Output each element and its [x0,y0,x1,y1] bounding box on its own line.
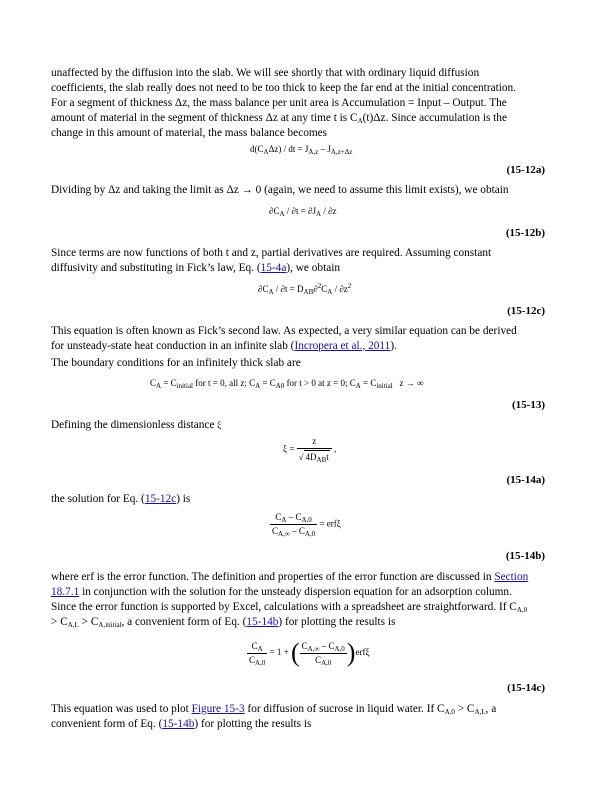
text-line: For a segment of thickness Δz, the mass balance per unit area is Accumulation = Input – Output. The [51,97,507,109]
text-line: ), we obtain [286,262,341,274]
eq-text: C [251,640,258,651]
eq-sub: AB [316,456,327,464]
eq-text: Δz) / dt = J [268,144,309,154]
equation-number-15-13: (15-13) [512,399,545,411]
eq-text: = C [360,378,377,388]
text-line: Dividing by Δz and taking the limit as Δz → 0 (again, we need to assume this limit exists), we obtain [51,184,509,196]
eq-sub: AB [303,288,314,296]
fraction-denominator [270,524,317,537]
paragraph-solution [51,492,571,507]
subscript: A,initial [98,621,122,629]
text-line: > C [51,616,68,628]
paragraph-dimensionless-distance [51,418,571,433]
equation-15-14b [270,512,341,537]
text-line: unaffected by the diffusion into the slab. We will see shortly that with ordinary liquid diffusion [51,67,480,79]
eq-sub: A [327,288,333,296]
paragraph-sucrose [51,702,571,732]
eq-text: ∂C [269,206,280,216]
sqrt-radicand [304,450,330,463]
eq-text: C [321,284,328,294]
fraction [297,436,332,463]
text-line: ) for plotting the results is [194,718,312,730]
eq-sub: A,∞ [278,530,290,538]
xi-symbol: ξ [217,420,222,430]
eq-sub: A,0 [255,658,266,667]
link-figure-15-3[interactable]: Figure 15-3 [191,703,245,715]
fraction-denominator [300,653,347,666]
eq-text: for t = 0, all z; C [193,378,256,388]
fraction [300,641,347,666]
eq-sub: A,0 [301,516,312,524]
text-line: in conjunction with the solution for the unsteady dispersion equation for an adsorption column. [79,586,512,598]
eq-sub: A [355,382,361,390]
eq-text: / ∂t = ∂J [284,206,316,216]
text-line: Since the error function is supported by Excel, calculations with a spreadsheet are straightforward. If C [51,601,517,613]
fraction-numerator: z [312,436,317,446]
eq-text: / ∂z [321,206,337,216]
eq-text: / ∂z [332,284,348,294]
equation-15-14c [247,640,369,666]
eq-sub: A,z [308,148,319,156]
eq-sub: A,∞ [307,644,320,653]
left-paren: ( [290,638,300,667]
eq-text: C [315,654,322,665]
link-section-18-7-1[interactable]: Section [494,571,529,583]
eq-sub: A,z+Δz [330,148,353,156]
right-paren: ) [346,638,356,667]
equation-number-15-12b: (15-12b) [505,227,545,239]
text-line: convenient form of Eq. ( [51,718,163,730]
eq-text: – C [286,512,302,522]
eq-text: erfξ [355,647,370,658]
eq-text: C [301,640,308,651]
eq-text: z → ∞ [392,378,424,388]
link-incropera-2011[interactable]: Incropera et al., 2011 [294,340,391,352]
equation-15-12c [258,284,351,295]
equation-number-15-14c: (15-14c) [507,682,545,694]
eq-text: ξ = [283,443,295,454]
eq-sup: 2 [347,282,352,290]
text-line: ) for plotting the results is [278,616,396,628]
subscript: A,L [474,708,486,716]
eq-text: ∂C [258,284,269,294]
paragraph-boundary-conditions [51,356,571,371]
link-eq-15-12c[interactable]: 15-12c [144,493,177,505]
equation-number-15-12c: (15-12c) [507,305,545,317]
text-line: > C [454,703,475,715]
equation-15-12b [269,206,337,217]
text-line: This equation is often known as Fick’s second law. As expected, a very similar equation can be derived [51,325,517,337]
eq-sub: initial [376,382,393,390]
paragraph-ficks-law [51,246,571,276]
eq-text: 4D [305,452,317,462]
eq-sub: A [156,382,162,390]
eq-text: ∂ [313,284,318,294]
text-line: where erf is the error function. The definition and properties of the error function are discussed in [51,571,495,583]
paragraph-mass-balance [51,66,571,141]
fraction-denominator [247,653,267,666]
link-eq-15-14b[interactable]: 15-14b [246,616,279,628]
eq-text: / ∂t = D [273,284,304,294]
text-line: (t)Δz. Since accumulation is the [362,112,507,124]
fraction-denominator: √ $4D_{AB}t$ [297,448,332,463]
subscript: A,0 [516,606,528,614]
eq-sub: A [268,288,274,296]
text-line: The boundary conditions for an infinitely thick slab are [51,357,301,369]
eq-text: – C [319,640,335,651]
equation-15-12a [250,144,352,155]
paragraph-error-function [51,570,571,630]
eq-sub: A,0 [321,658,332,667]
eq-sub: A0 [275,382,285,390]
eq-sub: A,0 [304,530,316,538]
link-section-18-7-1[interactable]: 18.7.1 [51,586,80,598]
paragraph-ficks-second-law [51,324,571,354]
eq-sub: initial [176,382,194,390]
text-line: coefficients, the slab really does not need to be too thick to keep the far end at the initial concentration. [51,82,516,94]
text-line: Since terms are now functions of both t and z, partial derivatives are required. Assuming constant [51,247,492,259]
eq-text: – C [289,526,305,536]
eq-text: C [150,378,157,388]
text-line: diffusivity and substituting in Fick’s law, Eq. ( [51,262,261,274]
text-line: , a convenient form of Eq. ( [121,616,247,628]
text-line: Defining the dimensionless distance [51,419,218,431]
eq-sub: A [279,210,285,218]
eq-sub: A [257,644,263,653]
eq-sup: 2 [317,282,322,290]
equation-number-15-14b: (15-14b) [505,550,545,562]
fraction [247,641,267,666]
text-line: change in this amount of material, the mass balance becomes [51,127,328,139]
paragraph-limit [51,183,571,198]
eq-sub: A [263,148,269,156]
fraction [270,512,317,537]
text-line: This equation was used to plot [51,703,192,715]
link-eq-15-14b[interactable]: 15-14b [162,718,195,730]
eq-text: C [249,654,256,665]
text-line: , a [485,703,497,715]
text-line: ) is [176,493,191,505]
eq-sub: A [255,382,261,390]
text-line: amount of material in the segment of thickness Δz at any time t is C [51,112,358,124]
text-line: ). [390,340,397,352]
subscript: A,L [67,621,79,629]
eq-sub: A,0 [334,644,345,653]
equation-number-15-12a: (15-12a) [506,164,545,176]
eq-text: = C [161,378,177,388]
equation-15-13 [150,378,423,389]
text-line: the solution for Eq. ( [51,493,145,505]
equation-number-15-14a: (15-14a) [506,474,545,486]
fraction-numerator [300,641,347,653]
eq-text: C [275,512,282,522]
text-line: > C [78,616,99,628]
eq-text: t [326,452,329,462]
text-line: for diffusion of sucrose in liquid water. If C [244,703,445,715]
link-eq-15-4a[interactable]: 15-4a [260,262,287,274]
eq-text: C [272,526,279,536]
subscript: A,0 [444,708,455,716]
eq-text: = erfξ [317,518,341,529]
eq-sub: A [281,516,287,524]
eq-text: – J [318,144,331,154]
eq-text: = C [260,378,276,388]
eq-text: = 1 + [267,647,291,658]
fraction-numerator [247,641,267,653]
eq-sub: A [316,210,322,218]
text-line: for unsteady-state heat conduction in an infinite slab ( [51,340,295,352]
subscript: A [357,117,363,125]
fraction-numerator [270,512,317,524]
eq-text: , [331,443,337,454]
eq-text: for t > 0 at z = 0; C [284,378,356,388]
eq-text: d(C [250,144,264,154]
equation-15-14a [283,436,336,463]
